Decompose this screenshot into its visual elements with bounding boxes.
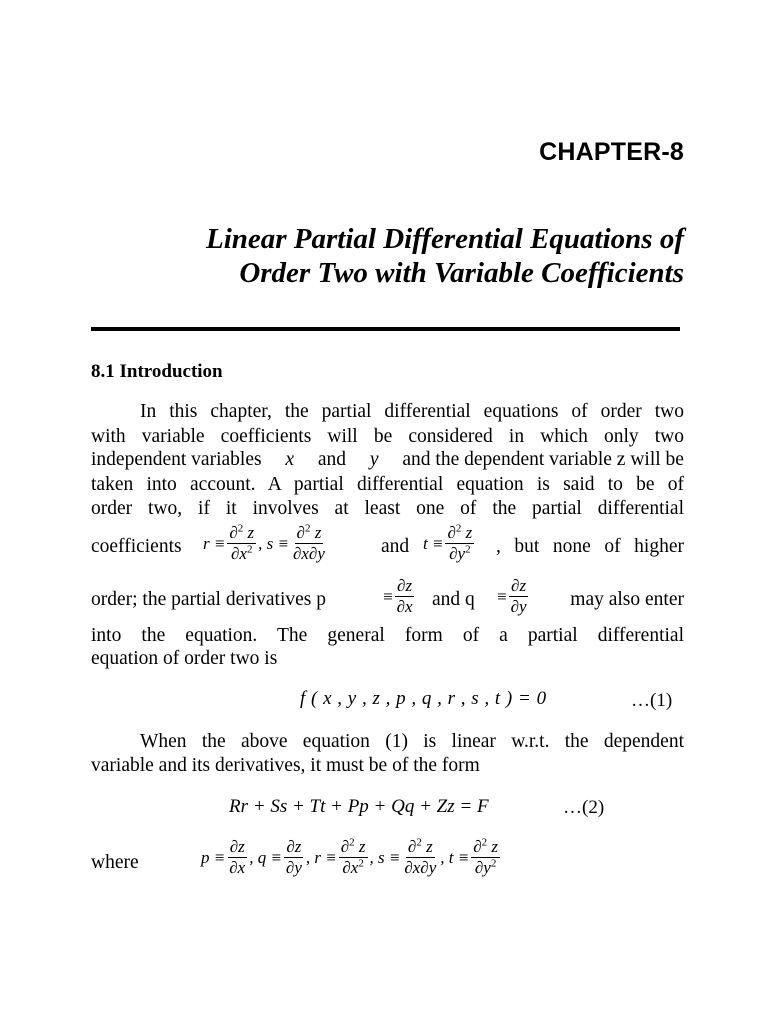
para1-line-1-text: In this chapter, the partial differential equations of order two (140, 401, 684, 422)
equation-2-number: …(2) (563, 797, 605, 818)
r-fraction: $\frac{\partial^2 z}{\partial x^2}$ (229, 522, 255, 563)
chapter-title-line-2: Order Two with Variable Coefficients (239, 257, 684, 289)
r-definition: r ≡ $\frac{\partial^2 z}{\partial x^2}$ , s ≡ $\frac{\partial^2 z}{\partial x\partial y}$ (203, 522, 325, 563)
equation-1-number: …(1) (631, 690, 673, 711)
equation-2: Rr + Ss + Tt + Pp + Qq + Zz = F (229, 796, 489, 817)
chapter-title-line-1: Linear Partial Differential Equations of (205, 223, 684, 255)
where-r-fraction: $\frac{\partial^2 z}{\partial x^2}$ (340, 836, 366, 877)
where-line: where p ≡ $\frac{\partial z}{\partial x}$ , q ≡ $\frac{\partial z}{\partial y}$ , r ≡ $\frac{\partial^2 z}{\partial x^2}$ , s ≡ $\frac{\partial^2 z}{\partial x\partial y}$ , t ≡ $\frac{\partial^2 z}{\partial y^2}$ (91, 836, 684, 892)
t-fraction: $\frac{\partial^2 z}{\partial y^2}$ (447, 522, 473, 563)
section-heading: 8.1 Introduction (91, 361, 223, 382)
p-fraction: $\frac{\partial z}{\partial x}$ (396, 576, 413, 616)
t-definition: t ≡ $\frac{\partial^2 z}{\partial y^2}$ (423, 522, 473, 563)
where-p-fraction: $\frac{\partial z}{\partial x}$ (229, 837, 246, 877)
s-fraction: $\frac{\partial^2 z}{\partial x\partial y}$ (292, 522, 325, 563)
para2-line-1: When the above equation (1) is linear w.r.t. the dependent (140, 731, 684, 752)
para1-line-9: equation of order two is (91, 648, 278, 669)
para1-line-3: independent variables x and y and the dependent variable z will be (91, 449, 684, 470)
equation-1: f ( x , y , z , p , q , r , s , t ) = 0 (300, 688, 547, 709)
where-t-fraction: $\frac{\partial^2 z}{\partial y^2}$ (473, 836, 498, 877)
para1-line-5: order two, if it involves at least one of the partial differential (91, 498, 684, 519)
para1-line-2: with variable coefficients will be considered in which only two (91, 426, 684, 447)
para1-line-4: taken into account. A partial differential equation is said to be of (91, 474, 684, 495)
where-s-fraction: $\frac{\partial^2 z}{\partial x\partial y}$ (404, 836, 437, 877)
q-definition: ≡ $\frac{\partial z}{\partial y}$ (497, 576, 527, 616)
title-divider (91, 327, 680, 331)
where-q-fraction: $\frac{\partial z}{\partial y}$ (285, 837, 302, 877)
partial-derivatives-line: order; the partial derivatives p ≡ $\frac{\partial z}{\partial x}$ and q ≡ $\frac{\partial z}{\partial y}$ may also enter (91, 576, 684, 616)
chapter-label: CHAPTER-8 (539, 138, 684, 166)
chapter-title (64, 222, 684, 290)
coefficients-line: coefficients r ≡ $\frac{\partial^2 z}{\partial x^2}$ , s ≡ $\frac{\partial^2 z}{\partial x\partial y}$ and t ≡ $\frac{\partial^2 z}{\partial y^2}$ , but none of higher (91, 522, 684, 563)
where-definitions: p ≡ $\frac{\partial z}{\partial x}$ , q ≡ $\frac{\partial z}{\partial y}$ , r ≡ $\frac{\partial^2 z}{\partial x^2}$ , s ≡ $\frac{\partial^2 z}{\partial x\partial y}$ , t ≡ $\frac{\partial^2 z}{\partial y^2}$ (201, 836, 498, 877)
p-definition: ≡ $\frac{\partial z}{\partial x}$ (383, 576, 413, 616)
q-fraction: $\frac{\partial z}{\partial y}$ (510, 576, 527, 616)
para2-line-2: variable and its derivatives, it must be of the form (91, 755, 480, 776)
para1-line-8: into the equation. The general form of a partial differential (91, 625, 684, 646)
para1-line-1 (91, 401, 684, 423)
